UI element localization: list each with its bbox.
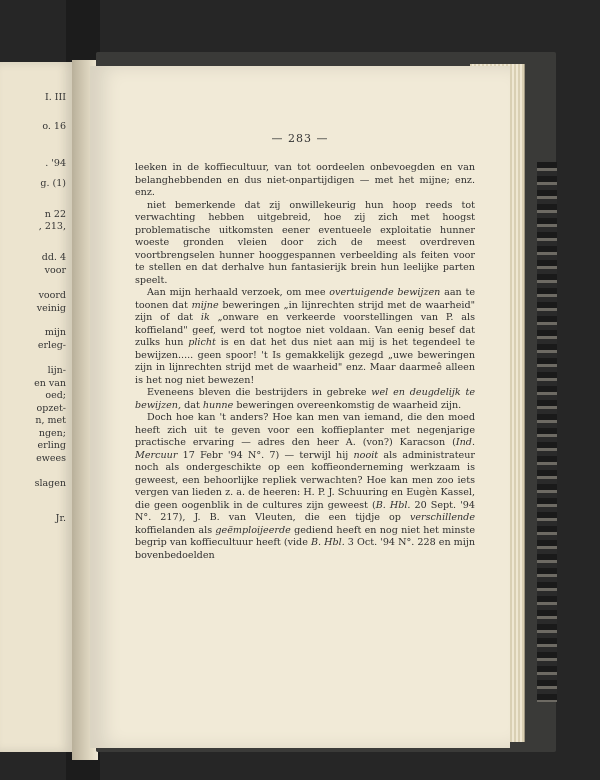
left-page-fragment: Jr. [55, 513, 66, 524]
page-body-text [135, 162, 475, 562]
left-page [0, 62, 74, 752]
left-page-fragment: g. (1) [40, 178, 66, 189]
left-page-fragment: mijn [44, 327, 66, 338]
paragraph-3: Aan mijn herhaald verzoek, om mee overtuigende bewijzen aan te toonen dat mijne beweringen „in lijnrechten strijd met de waarheid" zijn of dat ik „onware en verkeerde voorstellingen van P. als koffieland" geef, werd tot nogtoe niet voldaan. Van eenig besef dat zulks hun plicht is en dat het dus niet aan mij is het tegendeel te bewijzen..... geen spoor! 't Is gemakkelijk gezegd „uwe beweringen zijn in lijnrechten strijd met de waarheid" enz. Maar daarmeê alleen is het nog niet bewezen! [135, 287, 475, 386]
paragraph-4: Eveneens bleven die bestrijders in gebreke wel en deugdelijk te bewijzen, dat hunne beweringen overeenkomstig de waarheid zijn. [135, 387, 475, 411]
left-page-fragment: erling [37, 440, 66, 451]
left-page-fragment: I. III [44, 92, 66, 103]
left-page-fragment: . '94 [45, 158, 66, 169]
left-page-fragment: voord [38, 290, 66, 301]
page-number: — 283 — [271, 132, 329, 145]
left-page-fragment: lijn- [47, 365, 66, 376]
left-page-fragment: , 213, [38, 221, 66, 232]
left-page-fragment: voor [44, 265, 66, 276]
left-page-fragment: erleg- [37, 340, 66, 351]
left-page-fragment: n, met [35, 415, 66, 426]
left-page-fragment: o. 16 [42, 121, 66, 132]
paragraph-5: Doch hoe kan 't anders? Hoe kan men van iemand, die den moed heeft zich uit te geven voor een koffieplanter met negenjarige practische ervaring — adres den heer A. (von?) Karacson (Ind. Mercuur 17 Febr '94 N°. 7) — terwijl hij nooit als administrateur noch als ondergeschikte op een koffieonderneming werkzaam is geweest, een behoorlijke repliek verwachten? Hoe kan men zoo iets vergen van lieden z. a. de heeren: H. P. J. Schuuring en Eugèn Kassel, die geen oogenblik in de cultures zijn geweest (B. Hbl. 20 Sept. '94 N°. 217), J. B. van Vleuten, die een tijdje op verschillende koffielanden als geëmploijeerde gediend heeft en nog niet het minste begrip van koffiecultuur heeft (vide B. Hbl. 3 Oct. '94 N°. 228 en mijn bovenbedoelden [135, 412, 476, 561]
left-page-fragment: n 22 [44, 209, 66, 220]
left-page-fragment: ngen; [38, 428, 66, 439]
paragraph-1: leeken in de koffiecultuur, van tot oordeelen onbevoegden en van belanghebbenden en dus niet-onpartijdigen — met het mijne; enz. enz. [135, 162, 475, 198]
marbled-cover-edge [537, 162, 557, 702]
left-page-fragment: dd. 4 [41, 252, 66, 263]
left-page-fragment: slagen [34, 478, 66, 489]
left-page-fragment: oed; [45, 390, 66, 401]
left-page-fragment: opzet- [36, 403, 66, 414]
left-page-fragment: veinig [36, 303, 66, 314]
paragraph-2: niet bemerkende dat zij onwillekeurig hun hoop reeds tot verwachting hebben uitgebreid, hoe zij zich met hoogst problematische uitkomsten eener eventueele exploitatie hunner woeste gronden vleien door zich de meest overdreven voortbrengselen hunner hooggespannen verbeelding als feiten voor te stellen en dat derhalve hun fantasierijk brein hun leelijke parten speelt. [135, 199, 475, 286]
right-page [90, 66, 510, 748]
left-page-fragment: ewees [36, 453, 66, 464]
left-page-fragment: en van [34, 378, 66, 389]
